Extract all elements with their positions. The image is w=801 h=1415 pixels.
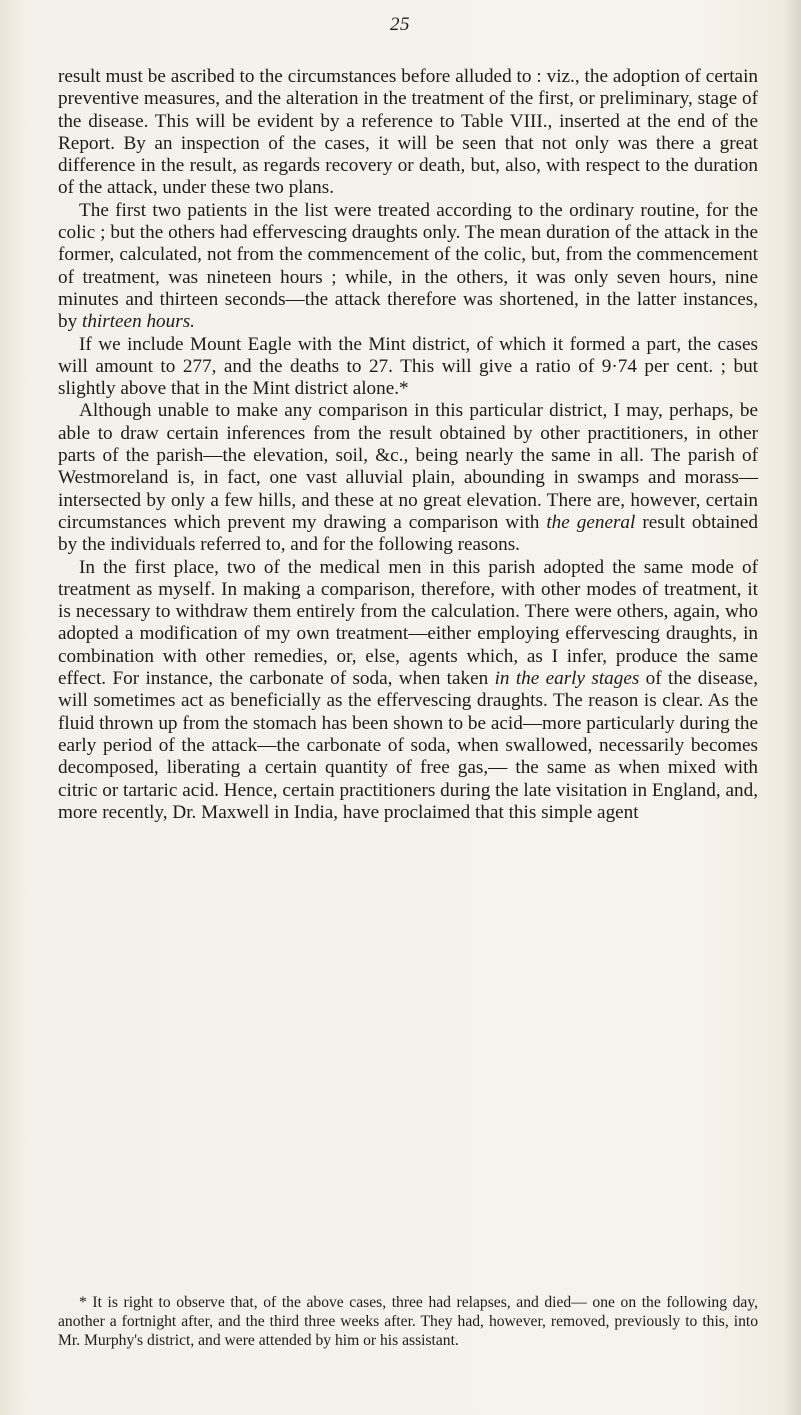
paragraph-4 [58,400,758,556]
footnote-text: * It is right to observe that, of the above cases, three had relapses, and died— one on the following day, another a fortnight after, and the third three weeks after. They had, however, removed, previously to this, into Mr. Murphy's district, and were attended by him or his assistant. [58,1294,758,1350]
paragraph-2-text: The first two patients in the list were treated according to the ordinary routine, for the colic ; but the others had effervescing draughts only. The mean duration of the attack in the former, calculated, not from the commencement of the colic, but, from the commencement of treatment, was nineteen hours ; while, in the others, it was only seven hours, nine minutes and thirteen seconds—the attack therefore was shortened, in the latter instances, by [58,199,758,333]
page-edge-shadow [783,0,801,1415]
paragraph-3: If we include Mount Eagle with the Mint district, of which it formed a part, the cases will amount to 277, and the deaths to 27. This will give a ratio of 9·74 per cent. ; but slightly above that in the Mint district alone.* [58,333,758,400]
page-number: 25 [390,14,410,35]
paragraph-4-text-b: result obtained by the individuals referred to, and for the following reasons. [58,511,758,556]
paragraph-5-text-b: of the disease, will sometimes act as beneficially as the effervescing draughts. The reason is clear. As the fluid thrown up from the stomach has been shown to be acid—more particularly during the early period of the attack—the carbonate of soda, when swallowed, necessarily becomes decomposed, liberating a certain quantity of free gas,— the same as when mixed with citric or tartaric acid. Hence, certain practitioners during the late visitation in England, and, more recently, Dr. Maxwell in India, have proclaimed that this simple agent [58,668,758,823]
paragraph-5-emphasis: in the early stages [494,668,640,690]
paragraph-5-text-a: In the first place, two of the medical men in this parish adopted the same mode of treatment as myself. In making a comparison, therefore, with other modes of treatment, it is necessary to withdraw them entirely from the calculation. There were others, again, who adopted a modification of my own treatment—either employing effervescing draughts, in combination with other remedies, or, else, agents which, as I infer, produce the same effect. For instance, the carbonate of soda, when taken [58,556,758,690]
footnote [58,1293,758,1351]
paragraph-4-emphasis: the general [546,511,636,533]
paragraph-5 [58,557,758,825]
paragraph-4-text-a: Although unable to make any comparison in this particular district, I may, perhaps, be able to draw certain inferences from the result obtained by other practitioners, in other parts of the parish—the elevation, soil, &c., being nearly the same in all. The parish of Westmoreland is, in fact, one vast alluvial plain, abounding in swamps and morass—intersected by only a few hills, and these at no great elevation. There are, however, certain circumstances which prevent my drawing a comparison with [58,400,758,533]
paragraph-2-emphasis: thirteen hours. [81,311,195,333]
body-text [58,66,758,824]
paragraph-2 [58,200,758,334]
paragraph-1: result must be ascribed to the circumstances before alluded to : viz., the adoption of certain preventive measures, and the alteration in the treatment of the first, or preliminary, stage of the disease. This will be evident by a reference to Table VIII., inserted at the end of the Report. By an inspection of the cases, it will be seen that not only was there a great difference in the result, as regards recovery or death, but, also, with respect to the duration of the attack, under these two plans. [58,66,758,199]
